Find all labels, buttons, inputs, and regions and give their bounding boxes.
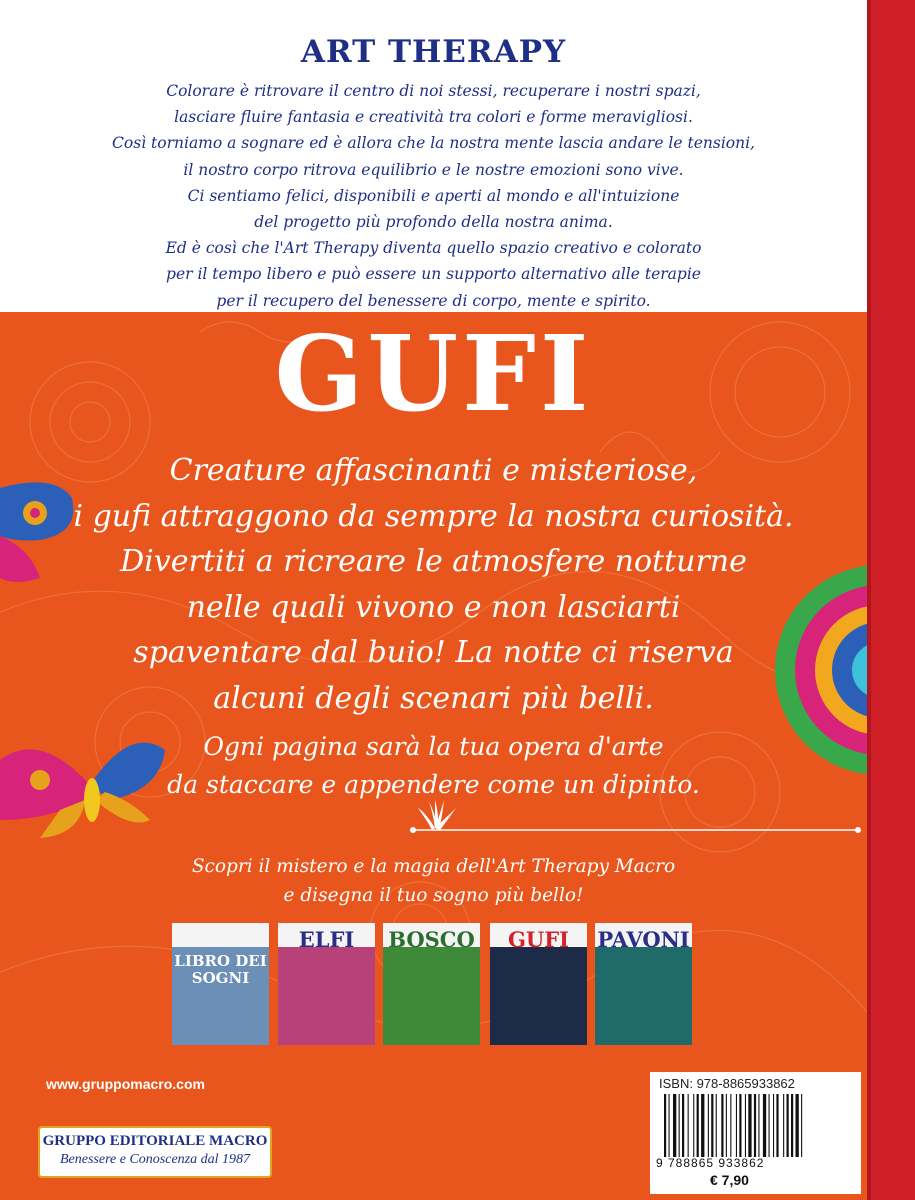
publisher-name: GRUPPO EDITORIALE MACRO <box>42 1133 268 1149</box>
publisher-tagline: Benessere e Conoscenza dal 1987 <box>60 1152 250 1167</box>
description-line: alcuni degli scenari più belli. <box>213 680 654 716</box>
description-line: Divertiti a ricreare le atmosfere notturne <box>120 544 747 579</box>
intro-line: per il tempo libero e può essere un supporto alternativo alle terapie <box>166 265 701 284</box>
intro-line: Ed è così che l'Art Therapy diventa quello spazio creativo e colorato <box>165 239 702 258</box>
description-line: spaventare dal buio! La notte ci riserva <box>133 635 734 670</box>
series-book-cover <box>595 923 692 1045</box>
description-line: nelle quali vivono e non lasciarti <box>186 589 681 625</box>
series-books <box>172 923 700 1043</box>
sub-description-line: da staccare e appendere come un dipinto. <box>167 770 700 799</box>
promo-line: e disegna il tuo sogno più bello! <box>283 885 584 906</box>
barcode-digits: 9 788865 933862 <box>656 1156 765 1170</box>
intro-line: per il recupero del benessere di corpo, mente e spirito. <box>216 291 651 310</box>
description-text <box>0 448 867 721</box>
series-book-cover <box>278 923 375 1045</box>
book-title: GUFI <box>274 312 593 435</box>
isbn-label: ISBN: 978-8865933862 <box>659 1076 795 1091</box>
promo-line: Scopri il mistero e la magia dell'Art Therapy Macro <box>191 856 676 877</box>
intro-line: il nostro corpo ritrova equilibrio e le nostre emozioni sono vive. <box>183 160 684 179</box>
promo-text <box>0 852 867 910</box>
intro-line: Ci sentiamo felici, disponibili e aperti al mondo e all'intuizione <box>187 186 680 205</box>
series-book-title: PAVONI <box>597 927 690 952</box>
series-book-title: ELFI <box>298 927 355 952</box>
sub-description-line: Ogni pagina sarà la tua opera d'arte <box>203 732 664 761</box>
intro-line: Così torniamo a sognare ed è allora che la nostra mente lascia andare le tensioni, <box>112 134 755 153</box>
website-link[interactable]: www.gruppomacro.com <box>46 1076 205 1092</box>
description-line: i gufi attraggono da sempre la nostra curiosità. <box>73 498 794 534</box>
price: € 7,90 <box>710 1172 749 1188</box>
description-line: Creature affascinanti e misteriose, <box>169 453 698 488</box>
barcode-icon <box>664 1094 849 1157</box>
series-book-cover <box>490 923 587 1045</box>
series-book-title: GUFI <box>508 927 569 952</box>
intro-text <box>0 78 867 314</box>
intro-line: lasciare fluire fantasia e creatività tra colori e forme meravigliosi. <box>174 108 693 127</box>
sub-description-text <box>0 728 867 804</box>
series-book-title: LIBRO DEI SOGNI <box>174 952 267 987</box>
series-book-cover <box>383 923 480 1045</box>
series-book-cover <box>172 923 269 1045</box>
spine-stripe <box>867 0 915 1200</box>
ornament-divider <box>410 800 865 840</box>
series-title: ART THERAPY <box>300 34 567 70</box>
intro-line: Colorare è ritrovare il centro di noi stessi, recuperare i nostri spazi, <box>166 82 701 100</box>
publisher-logo <box>38 1126 272 1178</box>
intro-line: del progetto più profondo della nostra anima. <box>254 213 613 232</box>
series-book-title: BOSCO <box>388 927 475 952</box>
isbn-box <box>650 1072 861 1194</box>
